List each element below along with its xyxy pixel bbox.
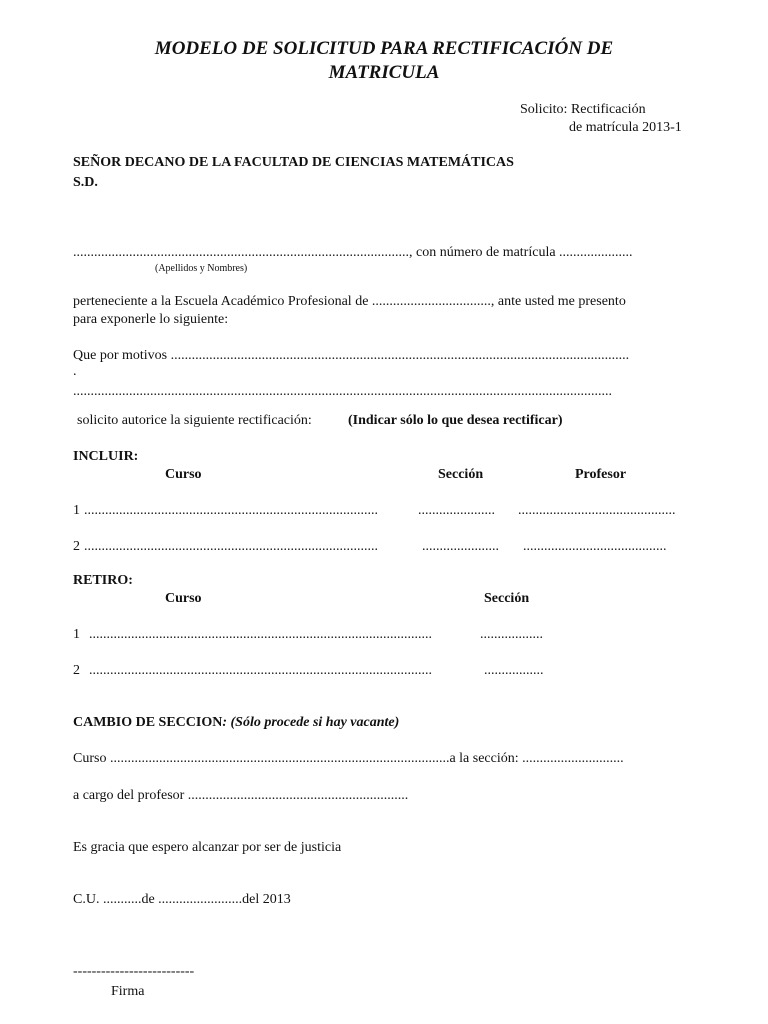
title-line-1: MODELO DE SOLICITUD PARA RECTIFICACIÓN DE: [154, 38, 614, 59]
row-number: 1: [73, 503, 80, 518]
title-line-2: MATRICULA: [328, 62, 440, 83]
cambio-note: : (Sólo procede si hay vacante): [222, 715, 400, 730]
date-line: C.U. ...........de ........................del 2013: [73, 892, 291, 907]
row-number: 2: [73, 663, 80, 678]
cambio-heading: CAMBIO DE SECCION: [73, 715, 223, 730]
closing-text: Es gracia que espero alcanzar por ser de justicia: [73, 840, 342, 855]
name-hint: (Apellidos y Nombres): [155, 263, 248, 274]
row-seccion: ......................: [422, 539, 499, 554]
retiro-col-seccion: Sección: [484, 591, 530, 606]
row-seccion: ..................: [480, 627, 543, 642]
motives-dot: .: [73, 364, 77, 379]
motives-continuation: ..........................................................................................................................................................: [73, 384, 612, 399]
request-note: (Indicar sólo lo que desea rectificar): [348, 413, 563, 428]
row-profesor: .............................................: [518, 503, 676, 518]
cambio-curso-line: Curso .................................................................................................a la sección: .............................: [73, 751, 624, 766]
school-line: perteneciente a la Escuela Académico Profesional de .................................., ante usted me presento: [73, 294, 626, 309]
motives-line: Que por motivos ...................................................................................................................................: [73, 348, 630, 363]
row-number: 2: [73, 539, 80, 554]
addressee-line-1: SEÑOR DECANO DE LA FACULTAD DE CIENCIAS MATEMÁTICAS: [73, 155, 514, 170]
expose-line: para exponerle lo siguiente:: [73, 312, 229, 327]
signature-line: --------------------------: [73, 964, 195, 979]
signature-label: Firma: [111, 984, 145, 999]
retiro-col-curso: Curso: [165, 591, 202, 606]
incluir-col-profesor: Profesor: [575, 467, 627, 482]
name-line: ................................................................................................, con número de matrícula .....................: [73, 245, 633, 260]
cambio-heading-line: [73, 715, 399, 731]
row-curso: ....................................................................................: [84, 539, 378, 554]
row-curso: ..................................................................................................: [89, 627, 432, 642]
row-number: 1: [73, 627, 80, 642]
row-profesor: .........................................: [523, 539, 667, 554]
row-seccion: ......................: [418, 503, 495, 518]
row-curso: ....................................................................................: [84, 503, 378, 518]
request-text: solicito autorice la siguiente rectificación:: [77, 413, 312, 428]
incluir-heading: INCLUIR:: [73, 449, 139, 464]
incluir-col-seccion: Sección: [438, 467, 484, 482]
row-seccion: .................: [484, 663, 544, 678]
addressee-line-2: S.D.: [73, 175, 98, 190]
retiro-heading: RETIRO:: [73, 573, 133, 588]
solicito-line-1: Solicito: Rectificación: [520, 102, 646, 117]
row-curso: ..................................................................................................: [89, 663, 432, 678]
cambio-profesor-line: a cargo del profesor ...............................................................: [73, 788, 409, 803]
incluir-col-curso: Curso: [165, 467, 202, 482]
solicito-line-2: de matrícula 2013-1: [569, 120, 682, 135]
